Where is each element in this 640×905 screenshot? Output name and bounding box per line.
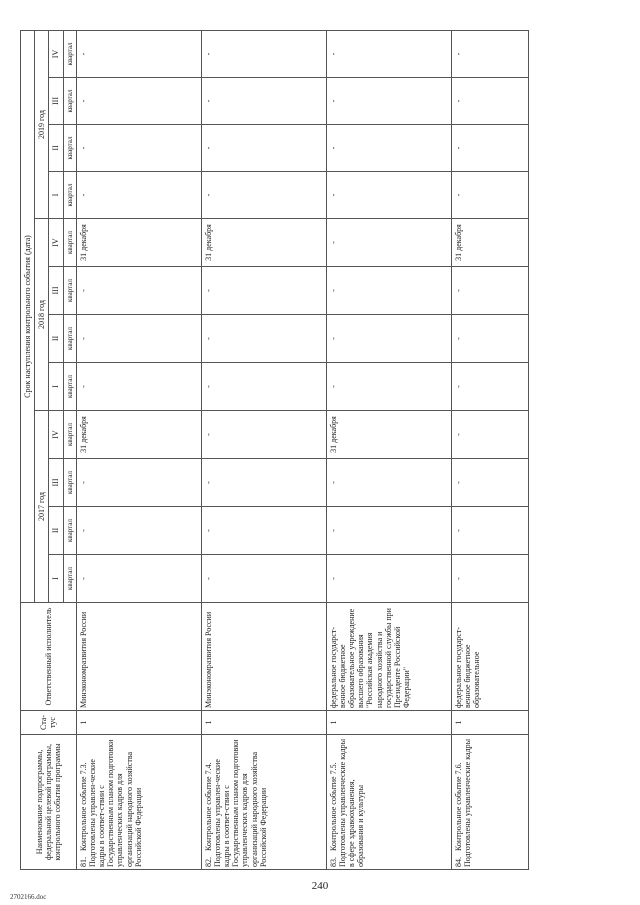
quarter-date-cell: - xyxy=(201,30,326,77)
quarter-date-cell: 31 декабря xyxy=(76,219,201,267)
row-number: 84. xyxy=(453,857,463,867)
header-quarter-numeral: IV xyxy=(49,30,63,77)
quarter-date-cell: - xyxy=(326,315,451,363)
quarter-date-cell: - xyxy=(76,30,201,77)
header-quarter-numeral: IV xyxy=(49,411,63,459)
quarter-date-cell: - xyxy=(326,219,451,267)
header-quarter-numeral: I xyxy=(49,363,63,411)
event-name-cell xyxy=(451,735,528,870)
header-quarter-numeral: III xyxy=(49,267,63,315)
rotated-page xyxy=(20,0,620,870)
quarter-date-cell: - xyxy=(326,507,451,555)
event-name: Контрольное событие 7.6. Подготовлены управленческие кадры xyxy=(453,739,472,867)
quarter-date-cell: - xyxy=(201,172,326,219)
event-name-cell xyxy=(76,735,201,870)
quarter-date-cell: - xyxy=(451,315,528,363)
row-number: 81. xyxy=(78,857,88,867)
quarter-date-cell: - xyxy=(201,459,326,507)
quarter-date-cell: - xyxy=(201,267,326,315)
row-number: 83. xyxy=(328,857,338,867)
status-cell: 1 xyxy=(451,711,528,735)
quarter-date-cell: 31 декабря xyxy=(451,219,528,267)
quarter-date-cell: - xyxy=(451,507,528,555)
responsible-cell: Минэкономразвития России xyxy=(76,603,201,711)
table-row xyxy=(201,30,326,869)
quarter-date-cell: - xyxy=(326,555,451,603)
quarter-date-cell: - xyxy=(201,78,326,125)
quarter-date-cell: - xyxy=(76,507,201,555)
table-row xyxy=(76,30,201,869)
quarter-date-cell: - xyxy=(76,125,201,172)
quarter-date-cell: - xyxy=(201,125,326,172)
header-quarter-word: квартал xyxy=(63,315,76,363)
event-name-cell xyxy=(201,735,326,870)
header-quarter-word: квартал xyxy=(63,363,76,411)
status-cell: 1 xyxy=(76,711,201,735)
quarter-date-cell: 31 декабря xyxy=(326,411,451,459)
quarter-date-cell: - xyxy=(76,78,201,125)
quarter-date-cell: - xyxy=(451,172,528,219)
quarter-date-cell: - xyxy=(201,315,326,363)
header-quarter-numeral: II xyxy=(49,507,63,555)
quarter-date-cell: - xyxy=(201,507,326,555)
quarter-date-cell: - xyxy=(326,30,451,77)
quarter-date-cell: - xyxy=(451,459,528,507)
responsible-cell: федеральное государст-венное бюджетное образовательное xyxy=(451,603,528,711)
header-quarter-numeral: I xyxy=(49,172,63,219)
header-quarter-word: квартал xyxy=(63,507,76,555)
header-quarter-word: квартал xyxy=(63,78,76,125)
quarter-date-cell: - xyxy=(201,411,326,459)
header-responsible: Ответственный исполнитель xyxy=(21,603,77,711)
quarter-date-cell: - xyxy=(326,267,451,315)
quarter-date-cell: - xyxy=(451,30,528,77)
header-year-2018: 2018 год xyxy=(35,219,49,411)
header-quarter-word: квартал xyxy=(63,172,76,219)
header-quarter-numeral: III xyxy=(49,459,63,507)
event-name: Контрольное событие 7.4. Подготовлены управлен-ческие кадры в соответ-ствии с Государственным планом подготовки управленческих кадров для организаций народного хозяйства Российской Федерации xyxy=(203,739,268,867)
header-quarter-word: квартал xyxy=(63,125,76,172)
quarter-date-cell: - xyxy=(326,125,451,172)
quarter-date-cell: - xyxy=(451,363,528,411)
control-events-table xyxy=(20,30,529,870)
quarter-date-cell: - xyxy=(76,459,201,507)
quarter-date-cell: 31 декабря xyxy=(76,411,201,459)
header-quarter-word: квартал xyxy=(63,30,76,77)
table-row xyxy=(451,30,528,869)
document-id: 2702166.doc xyxy=(10,893,47,901)
quarter-date-cell: - xyxy=(76,555,201,603)
quarter-date-cell: - xyxy=(76,172,201,219)
responsible-cell: федеральное государст-венное бюджетное образовательное учреждение высшего образования "Российская академия народного хозяйства и государственной службы при Президенте Российской Федерации" xyxy=(326,603,451,711)
table-row xyxy=(326,30,451,869)
header-quarter-numeral: I xyxy=(49,555,63,603)
quarter-date-cell: - xyxy=(451,411,528,459)
quarter-date-cell: - xyxy=(76,315,201,363)
quarter-date-cell: - xyxy=(451,555,528,603)
quarter-date-cell: - xyxy=(76,363,201,411)
header-year-2019: 2019 год xyxy=(35,30,49,218)
quarter-date-cell: - xyxy=(201,363,326,411)
header-quarter-word: квартал xyxy=(63,219,76,267)
quarter-date-cell: - xyxy=(326,459,451,507)
header-quarter-word: квартал xyxy=(63,411,76,459)
header-quarter-numeral: II xyxy=(49,125,63,172)
page-number: 240 xyxy=(311,880,329,892)
table-body xyxy=(76,30,528,869)
header-quarter-word: квартал xyxy=(63,267,76,315)
header-quarter-word: квартал xyxy=(63,555,76,603)
header-status: Ста-тус xyxy=(21,711,77,735)
header-quarter-word: квартал xyxy=(63,459,76,507)
header-quarter-numeral: II xyxy=(49,315,63,363)
responsible-cell: Минэкономразвития России xyxy=(201,603,326,711)
header-quarter-numeral: III xyxy=(49,78,63,125)
quarter-date-cell: - xyxy=(451,78,528,125)
header-name: Наименование подпрограммы, федеральной целевой программы, контрольного события программы xyxy=(21,735,77,870)
status-cell: 1 xyxy=(326,711,451,735)
quarter-date-cell: - xyxy=(326,363,451,411)
quarter-date-cell: - xyxy=(326,172,451,219)
quarter-date-cell: - xyxy=(451,125,528,172)
quarter-date-cell: - xyxy=(201,555,326,603)
quarter-date-cell: - xyxy=(451,267,528,315)
quarter-date-cell: - xyxy=(326,78,451,125)
row-number: 82. xyxy=(203,857,213,867)
event-name: Контрольное событие 7.5. Подготовлены управленческие кадры в сфере здравоохранения, образования и культуры xyxy=(328,739,366,867)
event-name: Контрольное событие 7.3. Подготовлены управлен-ческие кадры в соответ-ствии с Государственным планом подготовки управленческих кадров для организаций народного хозяйства Российской Федерации xyxy=(78,739,143,867)
header-period: Срок наступления контрольного события (дата) xyxy=(21,30,35,602)
header-year-2017: 2017 год xyxy=(35,411,49,603)
quarter-date-cell: - xyxy=(76,267,201,315)
event-name-cell xyxy=(326,735,451,870)
status-cell: 1 xyxy=(201,711,326,735)
quarter-date-cell: 31 декабря xyxy=(201,219,326,267)
header-quarter-numeral: IV xyxy=(49,219,63,267)
